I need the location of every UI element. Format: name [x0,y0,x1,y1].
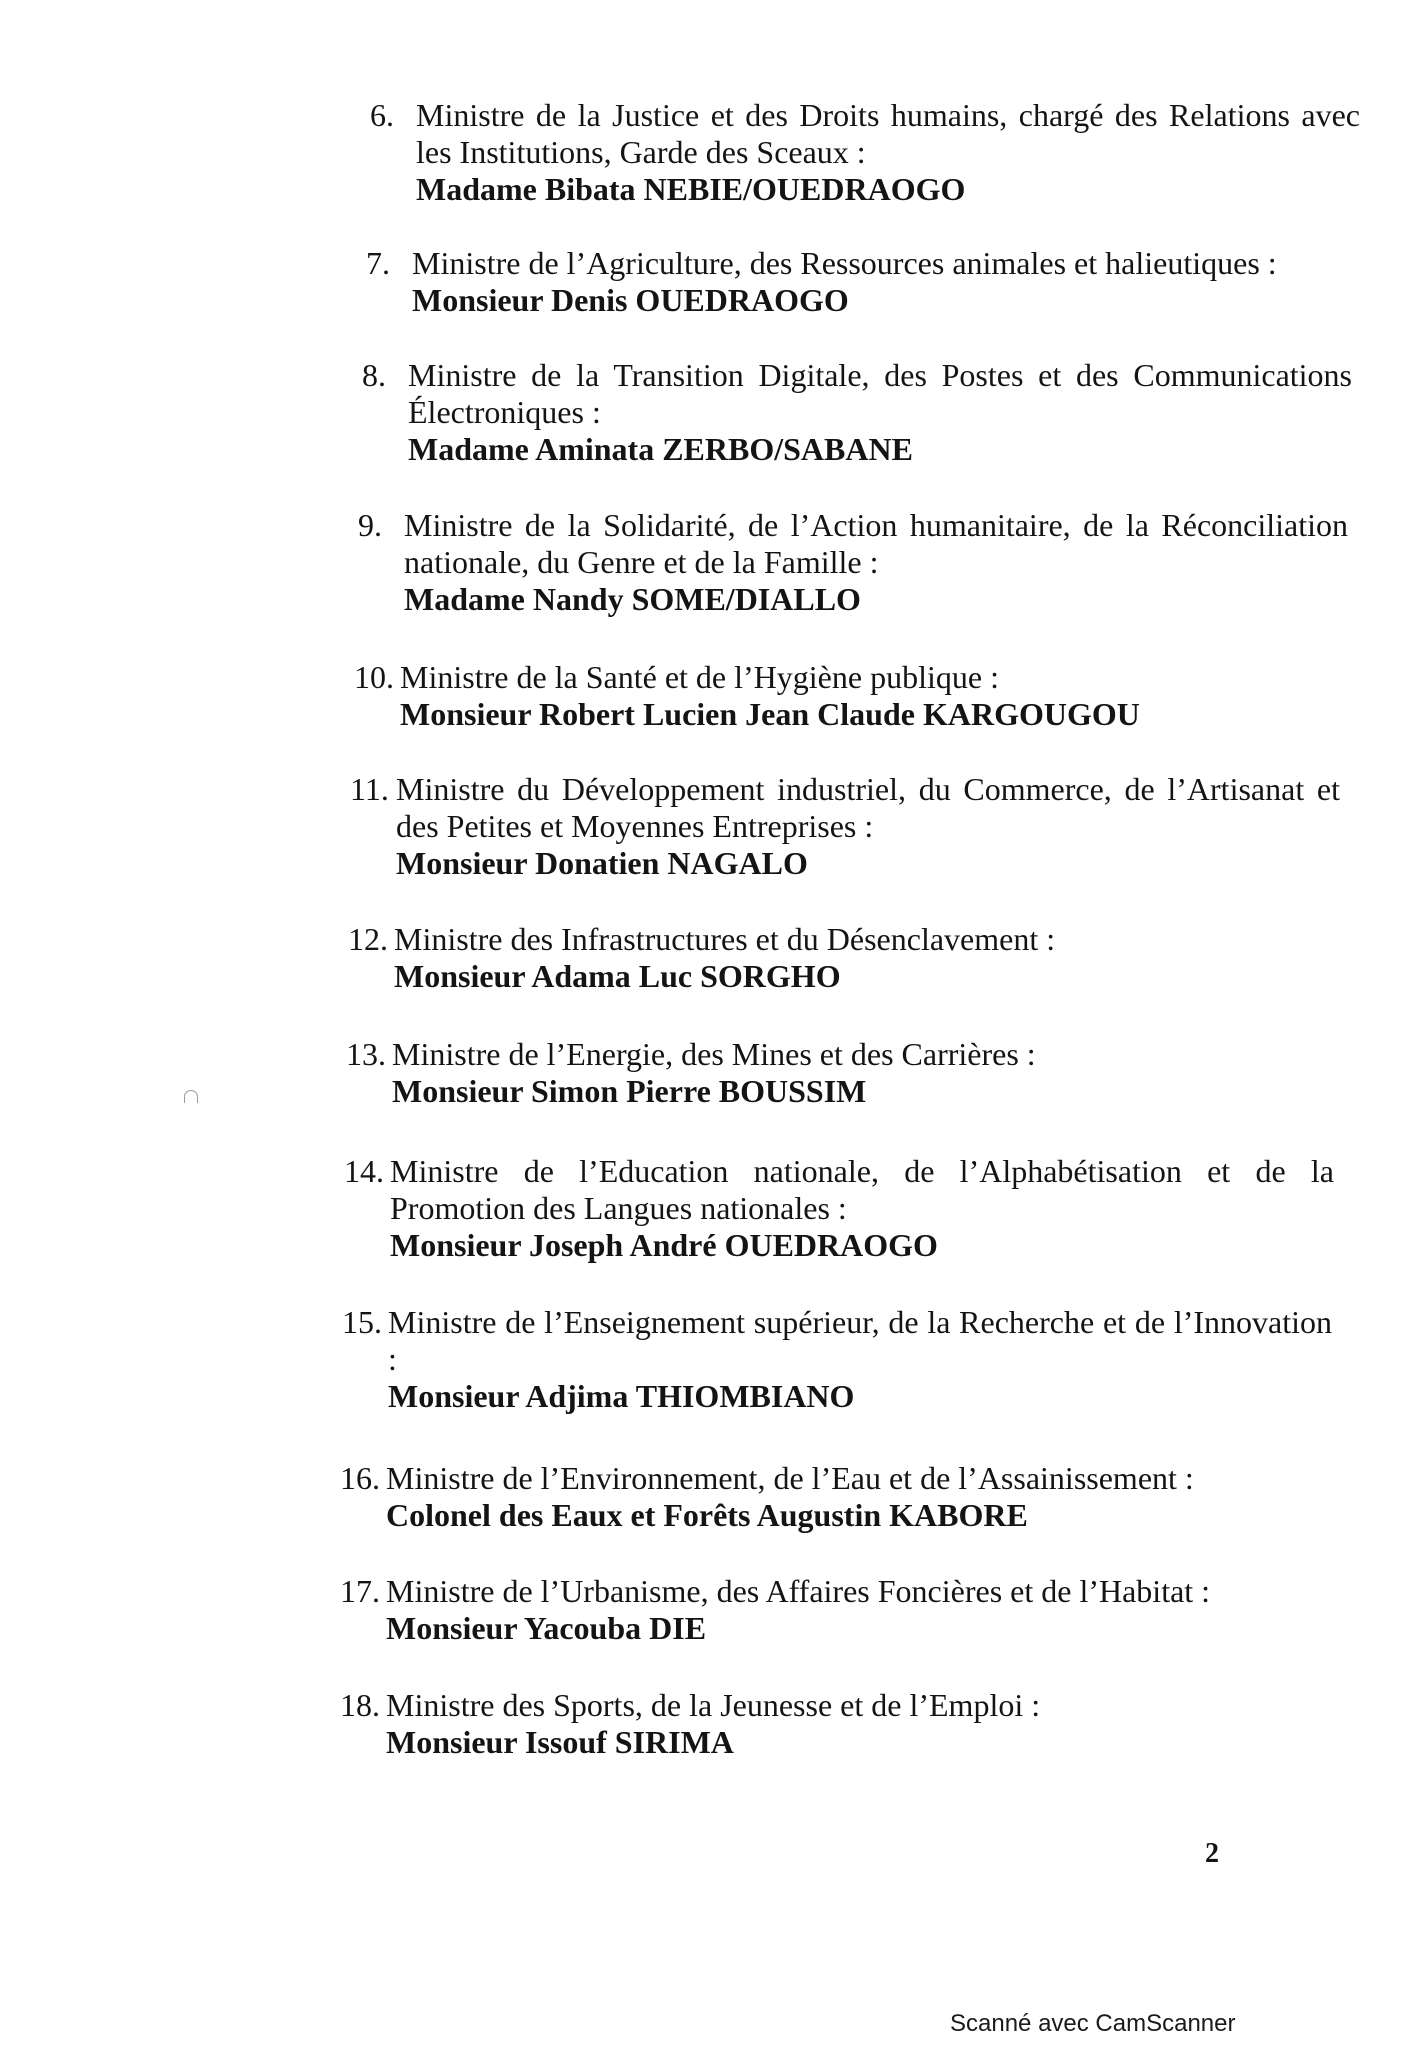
minister-name: Madame Aminata ZERBO/SABANE [408,431,913,467]
list-item [350,771,1340,882]
item-number: 7. [366,245,390,281]
list-item [370,97,1360,208]
minister-name: Monsieur Adjima THIOMBIANO [388,1378,855,1414]
scanner-watermark: Scanné avec CamScanner [950,2010,1236,2037]
ministry-title: Ministre de l’Education nationale, de l’Alphabétisation et de la Promotion des Langues nationales : [390,1153,1334,1226]
list-item [344,1153,1334,1264]
item-number: 15. [342,1304,382,1340]
item-number: 8. [362,357,386,393]
item-number: 16. [340,1460,380,1496]
ministry-title: Ministre de l’Environnement, de l’Eau et de l’Assainissement : [386,1460,1194,1496]
ministry-title: Ministre de la Solidarité, de l’Action humanitaire, de la Réconciliation nationale, du Genre et de la Famille : [404,507,1348,580]
ministry-title: Ministre de la Santé et de l’Hygiène publique : [400,659,999,695]
ministry-title: Ministre de l’Energie, des Mines et des Carrières : [392,1036,1036,1072]
list-item [354,659,1344,733]
ministry-title: Ministre des Infrastructures et du Désenclavement : [394,921,1056,957]
minister-name: Monsieur Joseph André OUEDRAOGO [390,1227,938,1263]
minister-name: Monsieur Robert Lucien Jean Claude KARGOUGOU [400,696,1140,732]
ministry-title: Ministre de la Transition Digitale, des Postes et des Communications Électroniques : [408,357,1352,430]
list-item [340,1460,1330,1534]
item-number: 13. [346,1036,386,1072]
ministry-title: Ministre du Développement industriel, du Commerce, de l’Artisanat et des Petites et Moyennes Entreprises : [396,771,1340,844]
ministry-title: Ministre de l’Urbanisme, des Affaires Foncières et de l’Habitat : [386,1573,1211,1609]
list-item [366,245,1356,319]
item-number: 18. [340,1687,380,1723]
minister-name: Monsieur Adama Luc SORGHO [394,958,841,994]
page-number: 2 [1205,1838,1219,1869]
minister-name: Monsieur Denis OUEDRAOGO [412,282,849,318]
minister-name: Madame Nandy SOME/DIALLO [404,581,861,617]
item-number: 17. [340,1573,380,1609]
minister-name: Monsieur Issouf SIRIMA [386,1724,734,1760]
minister-name: Madame Bibata NEBIE/OUEDRAOGO [416,171,966,207]
minister-name: Monsieur Yacouba DIE [386,1610,707,1646]
item-number: 10. [354,659,394,695]
list-item [362,357,1352,468]
item-number: 12. [348,921,388,957]
list-item [348,921,1338,995]
ministry-title: Ministre de l’Agriculture, des Ressources animales et halieutiques : [412,245,1277,281]
list-item [340,1687,1330,1761]
minister-name: Monsieur Simon Pierre BOUSSIM [392,1073,867,1109]
minister-name: Monsieur Donatien NAGALO [396,845,808,881]
item-number: 9. [358,507,382,543]
minister-name: Colonel des Eaux et Forêts Augustin KABORE [386,1497,1028,1533]
list-item [346,1036,1336,1110]
list-item [358,507,1348,618]
hole-punch-mark [184,1090,198,1103]
item-number: 14. [344,1153,384,1189]
ministry-title: Ministre des Sports, de la Jeunesse et de l’Emploi : [386,1687,1041,1723]
list-item [340,1573,1330,1647]
item-number: 6. [370,97,394,133]
item-number: 11. [350,771,389,807]
ministry-title: Ministre de la Justice et des Droits humains, chargé des Relations avec les Institutions, Garde des Sceaux : [416,97,1360,170]
ministry-title: Ministre de l’Enseignement supérieur, de la Recherche et de l’Innovation : [388,1304,1332,1377]
list-item [342,1304,1332,1415]
